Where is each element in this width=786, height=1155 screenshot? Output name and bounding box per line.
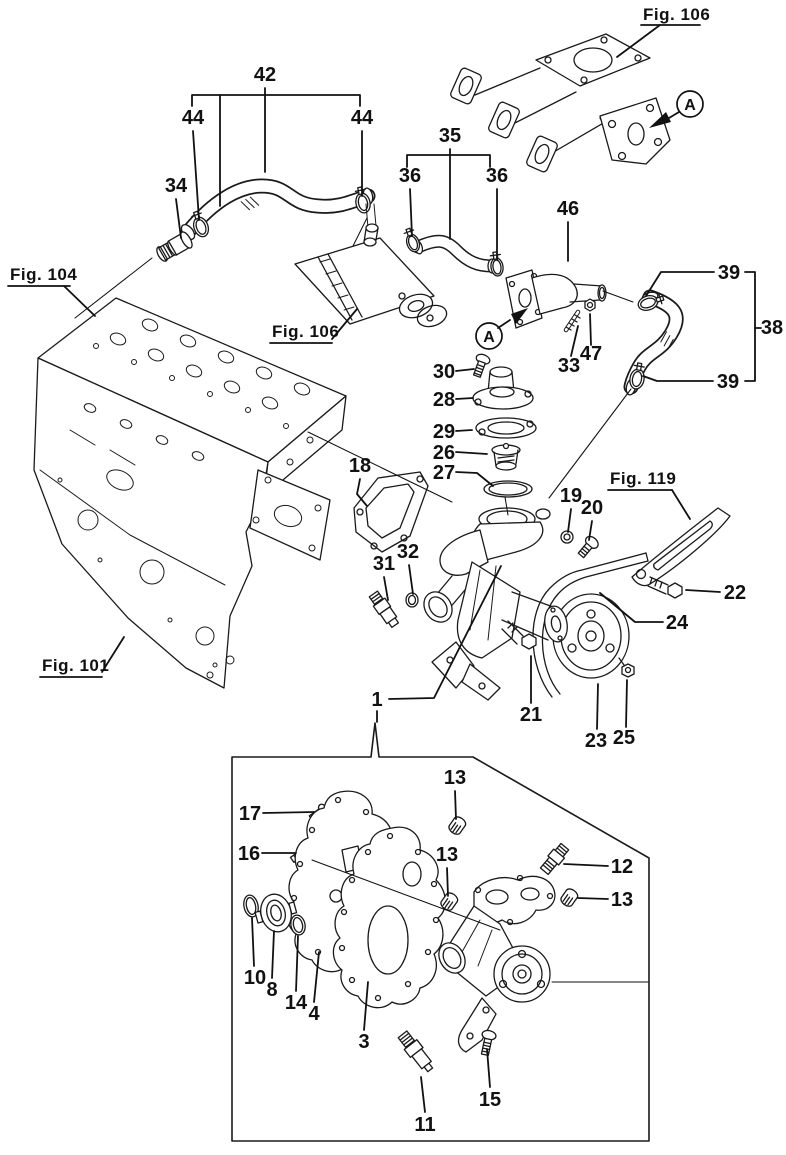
callout-35 <box>439 125 461 239</box>
callout-number: 11 <box>414 1114 436 1136</box>
callout-number: 33 <box>557 355 581 377</box>
callout-number: 19 <box>559 485 583 507</box>
callout-number: 13 <box>610 889 634 911</box>
callout-20 <box>581 497 603 540</box>
figure-ref-1 <box>8 265 95 316</box>
callout-26 <box>433 442 487 464</box>
callout-10 <box>244 918 266 989</box>
callout-number: 30 <box>432 361 456 383</box>
callout-38 <box>761 317 783 339</box>
callout-29 <box>433 421 472 443</box>
bracket-38 <box>745 272 761 381</box>
callout-15 <box>479 1049 501 1111</box>
callout-number: 15 <box>478 1089 502 1111</box>
callout-27 <box>433 462 493 486</box>
callout-12 <box>564 856 633 878</box>
callout-number: 17 <box>238 803 262 825</box>
engine-block-drawing <box>34 298 346 688</box>
detail-box <box>232 723 649 1141</box>
callout-number: 36 <box>485 165 509 187</box>
callout-42 <box>254 64 276 172</box>
callout-number: 29 <box>432 421 456 443</box>
sensor-11 <box>396 1029 436 1074</box>
callout-39 <box>646 262 740 296</box>
gasket-18-drawing <box>354 472 428 552</box>
callout-8 <box>266 931 277 1001</box>
callout-number: 20 <box>580 497 604 519</box>
callout-number: 44 <box>350 107 374 129</box>
gasket-29 <box>476 418 536 438</box>
plug-13-c <box>559 887 579 908</box>
hose-joint-34 <box>154 230 194 264</box>
callout-number: 42 <box>253 64 277 86</box>
callout-number: 32 <box>396 541 420 563</box>
figure-ref-label: Fig. 106 <box>272 322 340 341</box>
callout-number: 35 <box>438 125 462 147</box>
callout-number: 14 <box>284 992 308 1014</box>
callout-number: 18 <box>348 455 372 477</box>
detail-marker-A <box>476 308 528 349</box>
bolt-20 <box>576 534 601 560</box>
bolt-25 <box>619 658 634 677</box>
callout-number: 3 <box>358 1031 370 1053</box>
callout-30 <box>433 361 474 383</box>
callout-number: 28 <box>432 389 456 411</box>
callout-number: 13 <box>435 844 459 866</box>
callout-number: 25 <box>612 727 636 749</box>
callout-number: 23 <box>584 730 608 752</box>
bolt-30 <box>470 353 491 379</box>
figure-ref-label: Fig. 101 <box>42 656 110 675</box>
callout-21 <box>520 656 542 726</box>
callout-16 <box>238 843 296 865</box>
detail-marker-label: A <box>483 329 495 346</box>
callout-47 <box>580 314 602 365</box>
figure-ref-4 <box>608 469 690 519</box>
figure-ref-3 <box>40 637 124 677</box>
callout-number: 21 <box>519 704 543 726</box>
callout-number: 26 <box>432 442 456 464</box>
callout-number: 24 <box>665 612 689 634</box>
callout-46 <box>557 198 579 261</box>
callout-number: 16 <box>237 843 261 865</box>
callout-number: 46 <box>556 198 580 220</box>
callout-number: 27 <box>432 462 456 484</box>
sensor-31 <box>368 590 401 629</box>
callout-33 <box>558 326 580 377</box>
alternator-bracket-drawing <box>632 508 730 598</box>
callout-number: 22 <box>723 582 747 604</box>
callout-13 <box>578 889 633 911</box>
o-ring-32 <box>406 593 418 607</box>
callout-23 <box>585 684 607 752</box>
joint-12 <box>539 842 570 876</box>
callout-number: 12 <box>610 856 634 878</box>
exhaust-manifold-drawing <box>449 34 670 173</box>
callout-number: 4 <box>308 1003 320 1025</box>
callout-number: 34 <box>164 175 188 197</box>
callout-number: 38 <box>760 317 784 339</box>
callout-number: 10 <box>243 967 267 989</box>
callout-25 <box>613 680 635 749</box>
figure-ref-label: Fig. 106 <box>643 5 711 24</box>
diagram-artwork <box>34 34 730 1141</box>
hose-35-drawing <box>402 227 504 277</box>
callout-44 <box>182 107 205 220</box>
callout-number: 31 <box>372 553 396 575</box>
callout-11 <box>414 1077 435 1136</box>
callout-number: 44 <box>181 107 205 129</box>
callout-32 <box>397 541 419 594</box>
callout-39 <box>643 371 739 393</box>
callout-44 <box>351 107 374 196</box>
callout-number: 39 <box>717 262 741 284</box>
callout-number: 47 <box>579 343 603 365</box>
callout-19 <box>560 485 582 532</box>
egr-cooler-drawing <box>295 204 449 330</box>
callout-number: 8 <box>266 979 278 1001</box>
figure-ref-label: Fig. 119 <box>610 469 677 488</box>
callout-36 <box>486 165 508 259</box>
callout-number: 36 <box>398 165 422 187</box>
figure-ref-label: Fig. 104 <box>10 265 78 284</box>
thermostat-26 <box>492 444 520 471</box>
plug-13-a <box>447 815 467 836</box>
callout-28 <box>433 389 473 411</box>
callout-number: 13 <box>443 767 467 789</box>
nut-47 <box>585 299 595 311</box>
callout-17 <box>239 803 314 825</box>
callout-22 <box>686 582 746 604</box>
callout-36 <box>399 165 421 236</box>
detail-marker-label: A <box>684 97 696 114</box>
callout-number: 39 <box>716 371 740 393</box>
callout-number: 1 <box>371 689 383 711</box>
callout-13 <box>444 767 466 819</box>
hose-38-drawing <box>625 291 676 396</box>
washer-19 <box>561 531 573 543</box>
